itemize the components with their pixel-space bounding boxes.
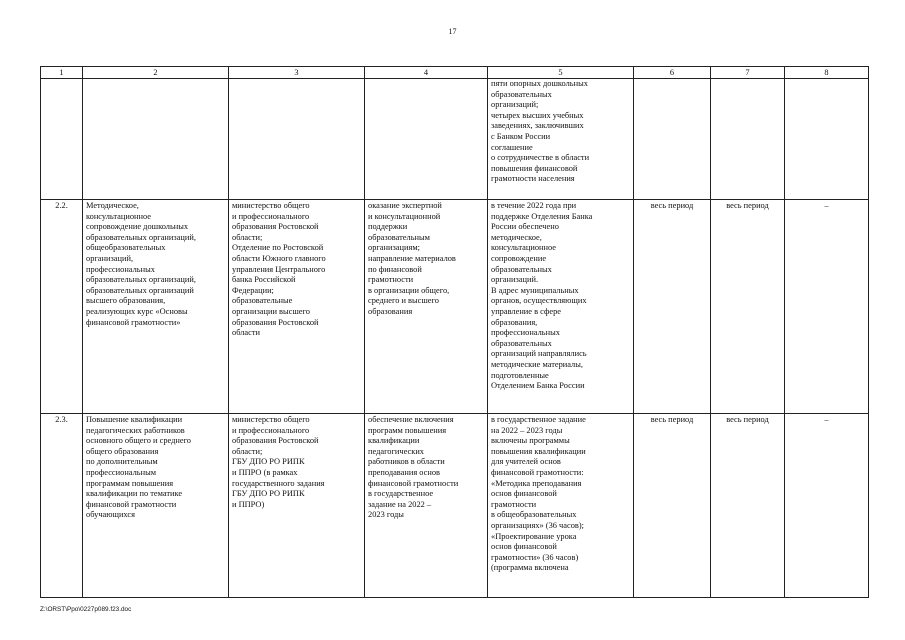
period-fact-cell: весь период: [711, 200, 785, 414]
result-cell: пяти опорных дошкольных образовательных организаций; четырех высших учебных заведениях, заключивших с Банком России соглашение о сотрудничестве в области повышения финансовой грамотности населения: [488, 79, 634, 200]
row-number-cell: 2.2.: [41, 200, 83, 414]
result-cell: в течение 2022 года при поддержке Отделения Банка России обеспечено методическое, консультационное сопровождение образовательных организаций. В адрес муниципальных органов, осуществляющих управление в сфере образования, профессиональных образовательных организаций направлялись методические материалы, подготовленные Отделением Банка России: [488, 200, 634, 414]
table-row: [41, 79, 869, 200]
measure-cell: Повышение квалификации педагогических работников основного общего и среднего общего образования по дополнительным профессиональным программам повышения квалификации по тематике финансовой грамотности обучающихся: [83, 414, 229, 598]
period-fact-cell: весь период: [711, 414, 785, 598]
column-header-2: 2: [83, 67, 229, 79]
column-header-3: 3: [229, 67, 365, 79]
result-cell: в государственное задание на 2022 – 2023 годы включены программы повышения квалификации для учителей основ финансовой грамотности: «Методика преподавания основ финансовой грамотности в общеобразовательных организациях» (36 часов); «Проектирование урока основ финансовой грамотности» (36 часов) (программа включена: [488, 414, 634, 598]
period-plan-cell: весь период: [634, 414, 711, 598]
measure-cell: Методическое, консультационное сопровождение дошкольных образовательных организаций, общеобразовательных организаций, профессиональных образовательных организаций, образовательных организаций высшего образования, реализующих курс «Основы финансовой грамотности»: [83, 200, 229, 414]
note-cell: –: [785, 414, 869, 598]
measure-cell: [83, 79, 229, 200]
period-plan-cell: весь период: [634, 200, 711, 414]
note-cell: –: [785, 200, 869, 414]
file-path-footer: Z:\ORST\Ppo\0227p089.f23.doc: [40, 606, 132, 613]
table-row: [41, 414, 869, 598]
mechanism-cell: [365, 79, 488, 200]
column-header-4: 4: [365, 67, 488, 79]
period-plan-cell: [634, 79, 711, 200]
measures-table: [40, 66, 869, 598]
mechanism-cell: обеспечение включения программ повышения квалификации педагогических работников в области преподавания основ финансовой грамотности в государственное задание на 2022 – 2023 годы: [365, 414, 488, 598]
executors-cell: министерство общего и профессионального образования Ростовской области; Отделение по Ростовской области Южного главного управления Центрального банка Российской Федерации; образовательные организации высшего образования Ростовской области: [229, 200, 365, 414]
executors-cell: [229, 79, 365, 200]
row-number-cell: [41, 79, 83, 200]
row-number-cell: 2.3.: [41, 414, 83, 598]
column-header-1: 1: [41, 67, 83, 79]
note-cell: [785, 79, 869, 200]
table-row: [41, 200, 869, 414]
column-number-row: [41, 67, 869, 79]
column-header-8: 8: [785, 67, 869, 79]
mechanism-cell: оказание экспертной и консультационной поддержки образовательным организациям; направление материалов по финансовой грамотности в организации общего, среднего и высшего образования: [365, 200, 488, 414]
executors-cell: министерство общего и профессионального образования Ростовской области; ГБУ ДПО РО РИПК и ППРО (в рамках государственного задания ГБУ ДПО РО РИПК и ППРО): [229, 414, 365, 598]
column-header-6: 6: [634, 67, 711, 79]
page-number: 17: [448, 27, 457, 36]
column-header-5: 5: [488, 67, 634, 79]
period-fact-cell: [711, 79, 785, 200]
column-header-7: 7: [711, 67, 785, 79]
